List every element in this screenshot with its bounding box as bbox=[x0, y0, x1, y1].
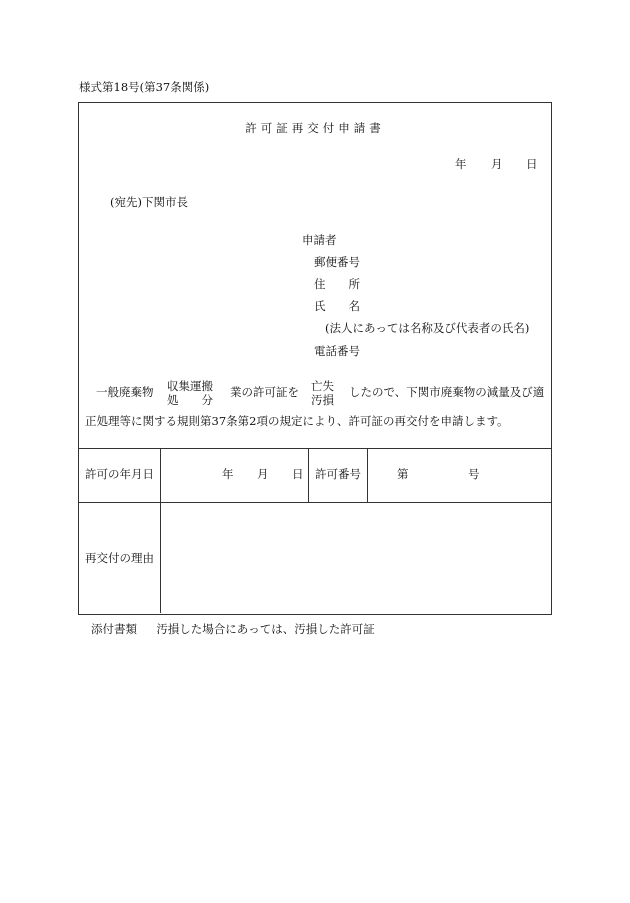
loss-lost: 亡失 bbox=[311, 379, 334, 393]
corporate-note: (法人にあっては名称及び代表者の氏名) bbox=[325, 321, 530, 335]
table-top-border bbox=[79, 448, 551, 449]
permit-date-month: 月 bbox=[257, 467, 269, 481]
addressee: (宛先)下関市長 bbox=[110, 195, 188, 209]
table-date-divider bbox=[308, 448, 309, 502]
permit-date-year: 年 bbox=[222, 467, 234, 481]
address-label: 住 所 bbox=[314, 277, 360, 291]
form-number: 様式第18号(第37条関係) bbox=[79, 80, 210, 94]
phone-label: 電話番号 bbox=[314, 344, 360, 358]
waste-type: 一般廃棄物 bbox=[96, 385, 154, 399]
permit-number-label: 許可番号 bbox=[315, 467, 361, 481]
permit-number-suffix: 号 bbox=[468, 467, 480, 481]
reissue-reason-label: 再交付の理由 bbox=[85, 551, 154, 565]
name-label: 氏 名 bbox=[314, 299, 360, 313]
permit-date-label: 許可の年月日 bbox=[85, 467, 154, 481]
body-text-line2: 正処理等に関する規則第37条第2項の規定により、許可証の再交付を申請します。 bbox=[85, 414, 509, 428]
postal-code-label: 郵便番号 bbox=[314, 255, 360, 269]
permit-number-prefix: 第 bbox=[397, 467, 409, 481]
attachment-text: 汚損した場合にあっては、汚損した許可証 bbox=[156, 622, 375, 636]
reissue-reason-field[interactable] bbox=[169, 513, 539, 603]
date-year: 年 bbox=[455, 157, 467, 171]
attachment-label: 添付書類 bbox=[91, 622, 137, 636]
attachment-note bbox=[91, 624, 375, 636]
business-collection: 収集運搬 bbox=[167, 379, 213, 393]
date-month: 月 bbox=[491, 157, 503, 171]
license-text: 業の許可証を bbox=[230, 385, 299, 399]
loss-damaged: 汚損 bbox=[311, 393, 334, 407]
date-day: 日 bbox=[526, 157, 538, 171]
business-type bbox=[167, 379, 213, 407]
table-middle-border bbox=[79, 502, 551, 503]
business-disposal: 処 分 bbox=[167, 393, 213, 407]
body-text-line1: したので、下関市廃棄物の減量及び適 bbox=[349, 385, 545, 399]
table-number-divider bbox=[367, 448, 368, 502]
applicant-label: 申請者 bbox=[302, 233, 337, 247]
form-title: 許可証再交付申請書 bbox=[245, 121, 385, 135]
permit-date-day: 日 bbox=[292, 467, 304, 481]
application-form bbox=[78, 102, 552, 615]
loss-type bbox=[311, 379, 334, 407]
table-label-divider bbox=[160, 448, 161, 613]
